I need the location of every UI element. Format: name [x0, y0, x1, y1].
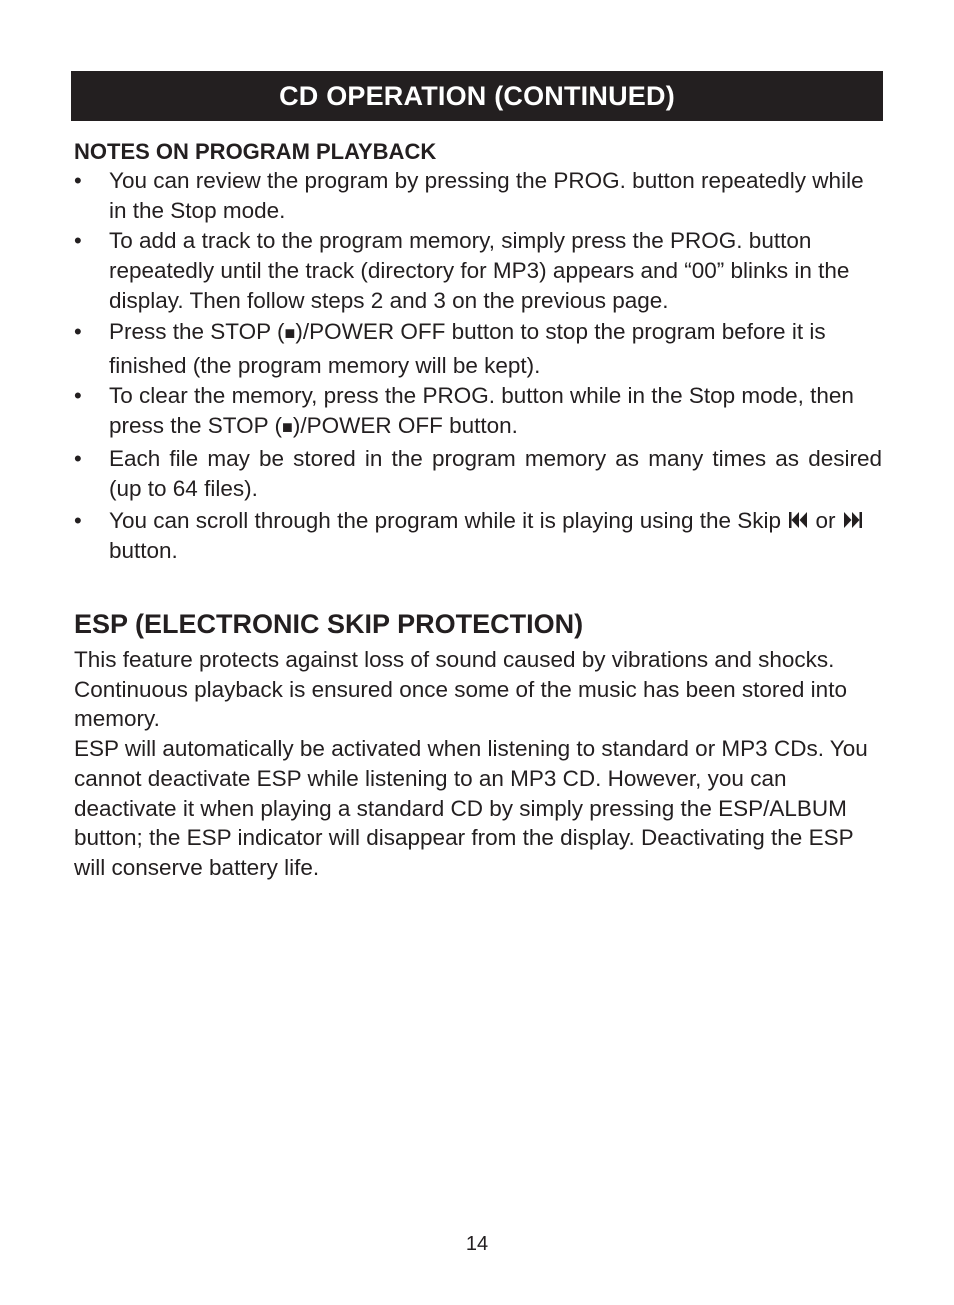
- skip-back-icon: [788, 511, 808, 529]
- stop-square-icon: ■: [284, 323, 296, 343]
- bullet: •: [74, 228, 82, 253]
- text-segment: )/POWER OFF button.: [292, 413, 518, 438]
- text-segment: button.: [109, 538, 178, 563]
- list-item: [74, 381, 882, 442]
- notes-heading: NOTES ON PROGRAM PLAYBACK: [74, 139, 437, 164]
- bullet: •: [74, 508, 82, 533]
- bullet: •: [74, 319, 82, 344]
- list-item-text: [109, 319, 826, 378]
- list-item-text: To add a track to the program memory, simply press the PROG. button repeatedly until the track (directory for MP3) appears and “00” blinks in the display. Then follow steps 2 and 3 on the previous page.: [109, 228, 850, 313]
- bullet: •: [74, 383, 82, 408]
- stop-square-icon: ■: [282, 417, 293, 437]
- list-item-text: [109, 383, 854, 438]
- text-segment: You can scroll through the program while it is playing using the Skip: [109, 508, 788, 533]
- list-item: [74, 166, 882, 226]
- esp-heading: ESP (ELECTRONIC SKIP PROTECTION): [74, 609, 584, 639]
- esp-paragraph-1: This feature protects against loss of sound caused by vibrations and shocks. Continuous playback is ensured once some of the music has been stored into memory.: [74, 647, 847, 732]
- esp-paragraph-2: ESP will automatically be activated when listening to standard or MP3 CDs. You cannot deactivate ESP while listening to an MP3 CD. However, you can deactivate it when playing a standard CD by simply pressing the ESP/ALBUM button; the ESP indicator will disappear from the display. Deactivating the ESP will conserve battery life.: [74, 736, 868, 880]
- page-title: CD OPERATION (CONTINUED): [279, 80, 675, 111]
- esp-body: [74, 645, 884, 883]
- notes-list: [74, 166, 882, 566]
- list-item: [74, 444, 882, 504]
- section-header-bar: [71, 71, 883, 121]
- list-item-text: Each file may be stored in the program memory as many times as desired (up to 64 files).: [109, 446, 882, 501]
- bullet: •: [74, 168, 82, 193]
- list-item-text: You can review the program by pressing the PROG. button repeatedly while in the Stop mode.: [109, 168, 864, 223]
- text-segment: )/POWER OFF button to stop the program before it is finished (the program memory will be kept).: [109, 319, 826, 378]
- list-item-text: [109, 508, 864, 563]
- text-segment: To clear the memory, press the PROG. button while in the Stop mode, then press the STOP (: [109, 383, 854, 438]
- text-segment: or: [809, 508, 842, 533]
- bullet: •: [74, 446, 82, 471]
- skip-forward-icon: [843, 511, 863, 529]
- list-item: [74, 316, 882, 381]
- page-number: 14: [465, 1233, 489, 1255]
- list-item: [74, 226, 882, 316]
- text-segment: Press the STOP (: [109, 319, 285, 344]
- list-item: [74, 506, 882, 566]
